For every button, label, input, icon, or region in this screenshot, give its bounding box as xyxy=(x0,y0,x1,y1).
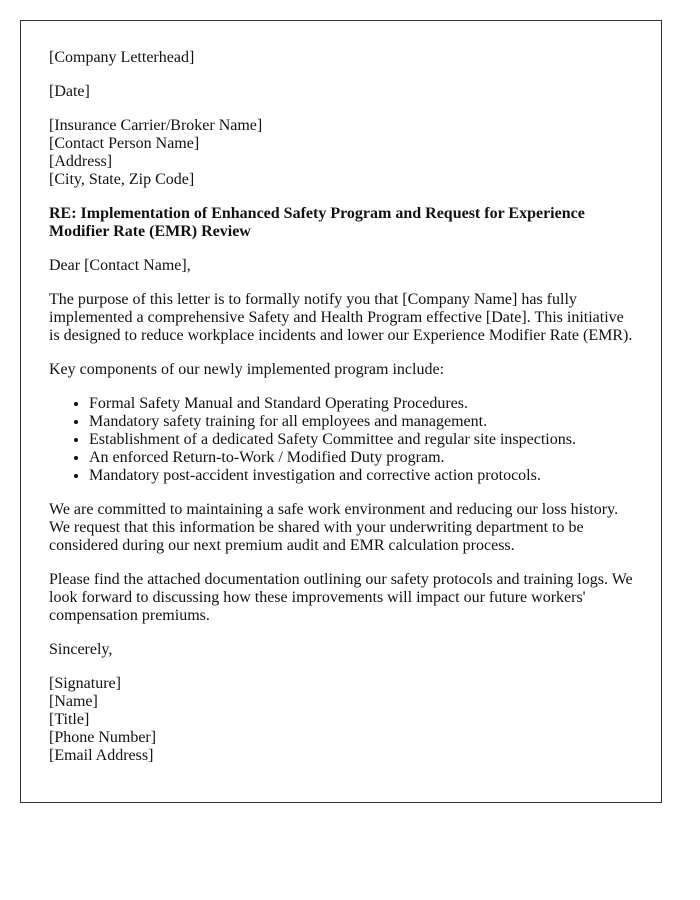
list-item: • Formal Safety Manual and Standard Operating Procedures. xyxy=(89,395,633,413)
sender-name: [Name] xyxy=(49,693,98,710)
closing: Sincerely, xyxy=(49,641,113,658)
list-item: • Establishment of a dedicated Safety Committee and regular site inspections. xyxy=(89,431,633,449)
program-components-list xyxy=(49,395,633,485)
signature-line: [Signature] xyxy=(49,675,121,692)
letter-date: [Date] xyxy=(49,83,90,100)
sender-email: [Email Address] xyxy=(49,747,154,764)
sender-title: [Title] xyxy=(49,711,90,728)
recipient-carrier: [Insurance Carrier/Broker Name] xyxy=(49,117,263,134)
list-item: • Mandatory post-accident investigation and corrective action protocols. xyxy=(89,467,633,485)
commitment-paragraph: We are committed to maintaining a safe work environment and reducing our loss history. We request that this information be shared with your underwriting department to be considered during our next premium audit and EMR calculation process. xyxy=(49,501,619,554)
attachments-paragraph: Please find the attached documentation outlining our safety protocols and training logs. We look forward to discussing how these improvements will impact our future workers' compensation premiums. xyxy=(49,571,633,624)
intro-paragraph: The purpose of this letter is to formally notify you that [Company Name] has fully implemented a comprehensive Safety and Health Program effective [Date]. This initiative is designed to reduce workplace incidents and lower our Experience Modifier Rate (EMR). xyxy=(49,291,633,344)
list-item: • An enforced Return-to-Work / Modified Duty program. xyxy=(89,449,633,467)
recipient-address: [Address] xyxy=(49,153,113,170)
list-item: • Mandatory safety training for all employees and management. xyxy=(89,413,633,431)
components-lead-paragraph: Key components of our newly implemented program include: xyxy=(49,361,445,378)
company-letterhead: [Company Letterhead] xyxy=(49,49,195,66)
recipient-address-block xyxy=(49,117,633,189)
letter-document xyxy=(20,20,662,803)
sender-phone: [Phone Number] xyxy=(49,729,157,746)
salutation: Dear [Contact Name], xyxy=(49,257,191,274)
subject-line: RE: Implementation of Enhanced Safety Program and Request for Experience Modifier Rate (EMR) Review xyxy=(49,205,585,240)
recipient-city-state-zip: [City, State, Zip Code] xyxy=(49,171,195,188)
signature-block xyxy=(49,675,633,765)
recipient-contact: [Contact Person Name] xyxy=(49,135,200,152)
